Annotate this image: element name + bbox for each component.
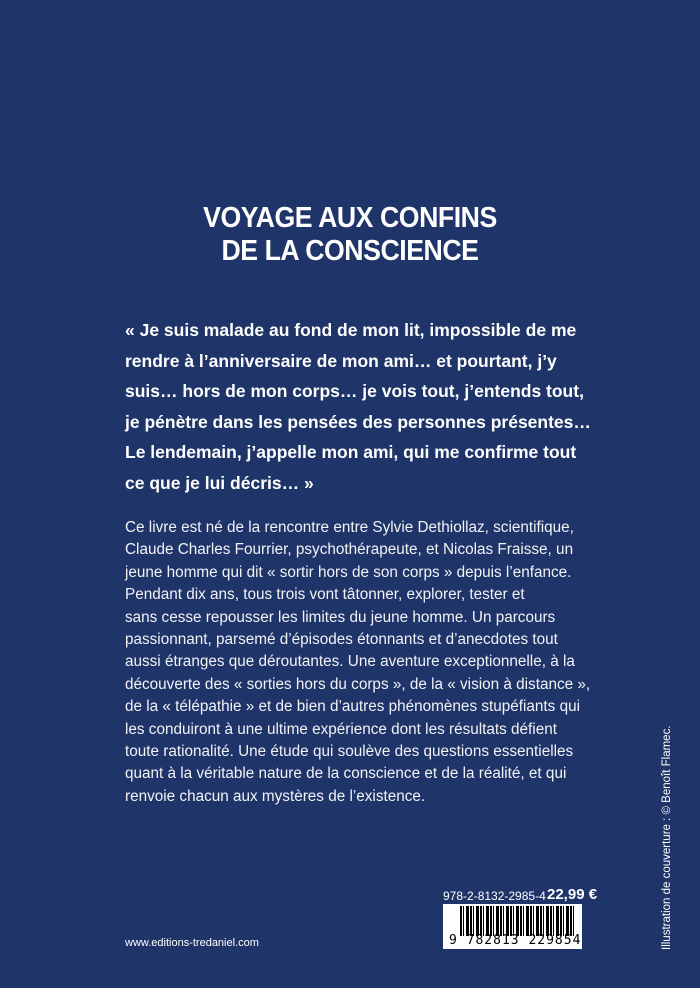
description-line: jeune homme qui dit « sortir hors de son corps » depuis l’enfance. <box>125 563 572 581</box>
description-line: aussi étranges que déroutantes. Une aventure exceptionnelle, à la <box>125 653 575 671</box>
price: 22,99 € <box>547 886 598 903</box>
quote <box>125 315 595 498</box>
description-line: passionnant, parsemé d’épisodes étonnants et d’anecdotes tout <box>125 631 558 649</box>
quote-line: ce que je lui décris… » <box>125 472 314 493</box>
quote-line: « Je suis malade au fond de mon lit, impossible de me <box>125 320 577 340</box>
barcode <box>443 904 582 949</box>
quote-line: suis… hors de mon corps… je vois tout, j’entends tout, <box>125 381 584 401</box>
description-line: Pendant dix ans, tous trois vont tâtonner, explorer, tester et <box>125 586 525 604</box>
illustration-credit: Illustration de couverture : © Benoît Flamec. <box>661 725 673 950</box>
description-line: Claude Charles Fourrier, psychothérapeute, et Nicolas Fraisse, un <box>125 541 574 559</box>
description-line: toute rationalité. Une étude qui soulève des questions essentielles <box>125 743 574 761</box>
publisher-website: www.editions-tredaniel.com <box>125 937 259 949</box>
title-line: DE LA CONSCIENCE <box>221 235 479 267</box>
quote-line: Le lendemain, j’appelle mon ami, qui me confirme tout <box>125 442 577 462</box>
description-line: découverte des « sorties hors du corps », de la « vision à distance », <box>125 675 591 693</box>
quote-line: je pénètre dans les pensées des personnes présentes… <box>125 411 591 432</box>
description-line: sans cesse repousser les limites du jeune homme. Un parcours <box>125 608 556 626</box>
quote-line: rendre à l’anniversaire de mon ami… et pourtant, j’y <box>125 350 557 371</box>
description-line: les conduiront à une ultime expérience dont les résultats défient <box>125 720 557 738</box>
barcode-number: 9 782813 229854 <box>449 933 582 948</box>
description-line: quant à la véritable nature de la conscience et de la réalité, et qui <box>125 765 567 783</box>
book-title <box>28 202 672 268</box>
isbn: 978-2-8132-2985-4 <box>443 889 546 903</box>
description <box>125 517 595 808</box>
barcode-bars <box>460 906 576 936</box>
description-line: de la « télépathie » et de bien d’autres phénomènes stupéfiants qui <box>125 698 580 716</box>
title-line: VOYAGE AUX CONFINS <box>203 202 497 234</box>
description-line: Ce livre est né de la rencontre entre Sylvie Dethiollaz, scientifique, <box>125 519 574 536</box>
description-line: renvoie chacun aux mystères de l’existence. <box>125 787 426 805</box>
